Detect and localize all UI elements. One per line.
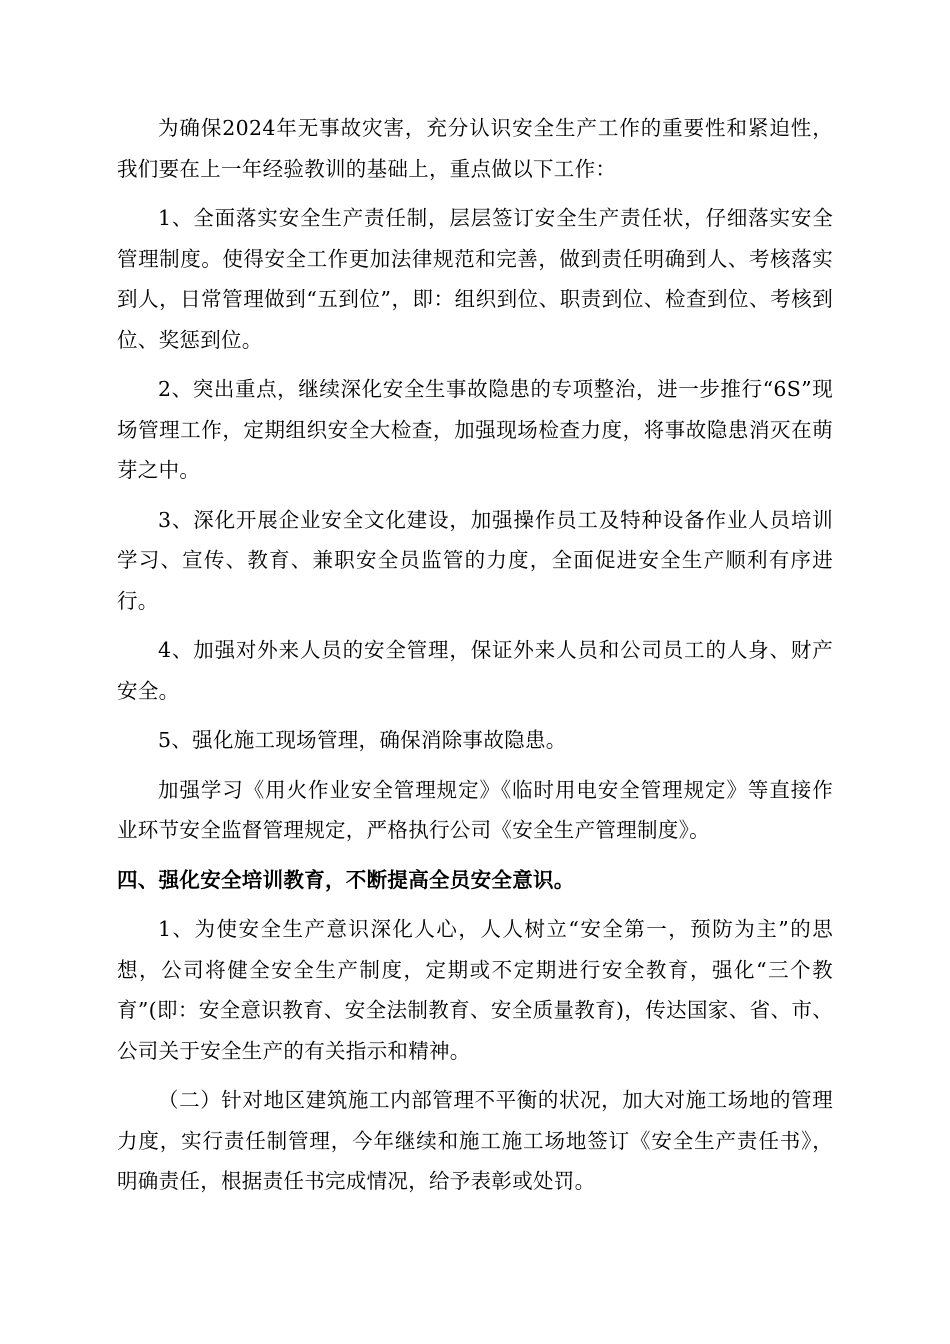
document-page <box>117 108 833 1211</box>
section-item-1-paragraph: 1、为使安全生产意识深化人心，人人树立“安全第一，预防为主”的思想，公司将健全安全生产制度，定期或不定期进行安全教育，强化“三个教育”(即：安全意识教育、安全法制教育、安全质量教育)，传达国家、省、市、公司关于安全生产的有关指示和精神。 <box>117 917 833 1063</box>
item-4-paragraph: 4、加强对外来人员的安全管理，保证外来人员和公司员工的人身、财产安全。 <box>117 638 833 703</box>
intro-paragraph: 为确保2024年无事故灾害，充分认识安全生产工作的重要性和紧迫性，我们要在上一年经验教训的基础上，重点做以下工作： <box>117 116 833 181</box>
item-3-paragraph: 3、深化开展企业安全文化建设，加强操作员工及特种设备作业人员培训学习、宣传、教育、兼职安全员监管的力度，全面促进安全生产顺利有序进行。 <box>117 507 833 613</box>
item-1-paragraph: 1、全面落实安全生产责任制，层层签订安全生产责任状，仔细落实安全管理制度。使得安全工作更加法律规范和完善，做到责任明确到人、考核落实到人，日常管理做到“五到位”，即：组织到位、职责到位、检查到位、考核到位、奖惩到位。 <box>117 206 833 352</box>
regulations-paragraph: 加强学习《用火作业安全管理规定》《临时用电安全管理规定》等直接作业环节安全监督管理规定，严格执行公司《安全生产管理制度》。 <box>117 777 833 842</box>
section-heading: 四、强化安全培训教育，不断提高全员安全意识。 <box>117 867 575 892</box>
section-item-2-paragraph: （二）针对地区建筑施工内部管理不平衡的状况，加大对施工场地的管理力度，实行责任制管理，今年继续和施工施工场地签订《安全生产责任书》，明确责任，根据责任书完成情况，给予表彰或处罚。 <box>117 1088 833 1193</box>
item-2-paragraph: 2、突出重点，继续深化安全生事故隐患的专项整治，进一步推行“6S”现场管理工作，定期组织安全大检查，加强现场检查力度，将事故隐患消灭在萌芽之中。 <box>117 377 833 482</box>
item-5-paragraph: 5、强化施工现场管理，确保消除事故隐患。 <box>158 728 567 752</box>
